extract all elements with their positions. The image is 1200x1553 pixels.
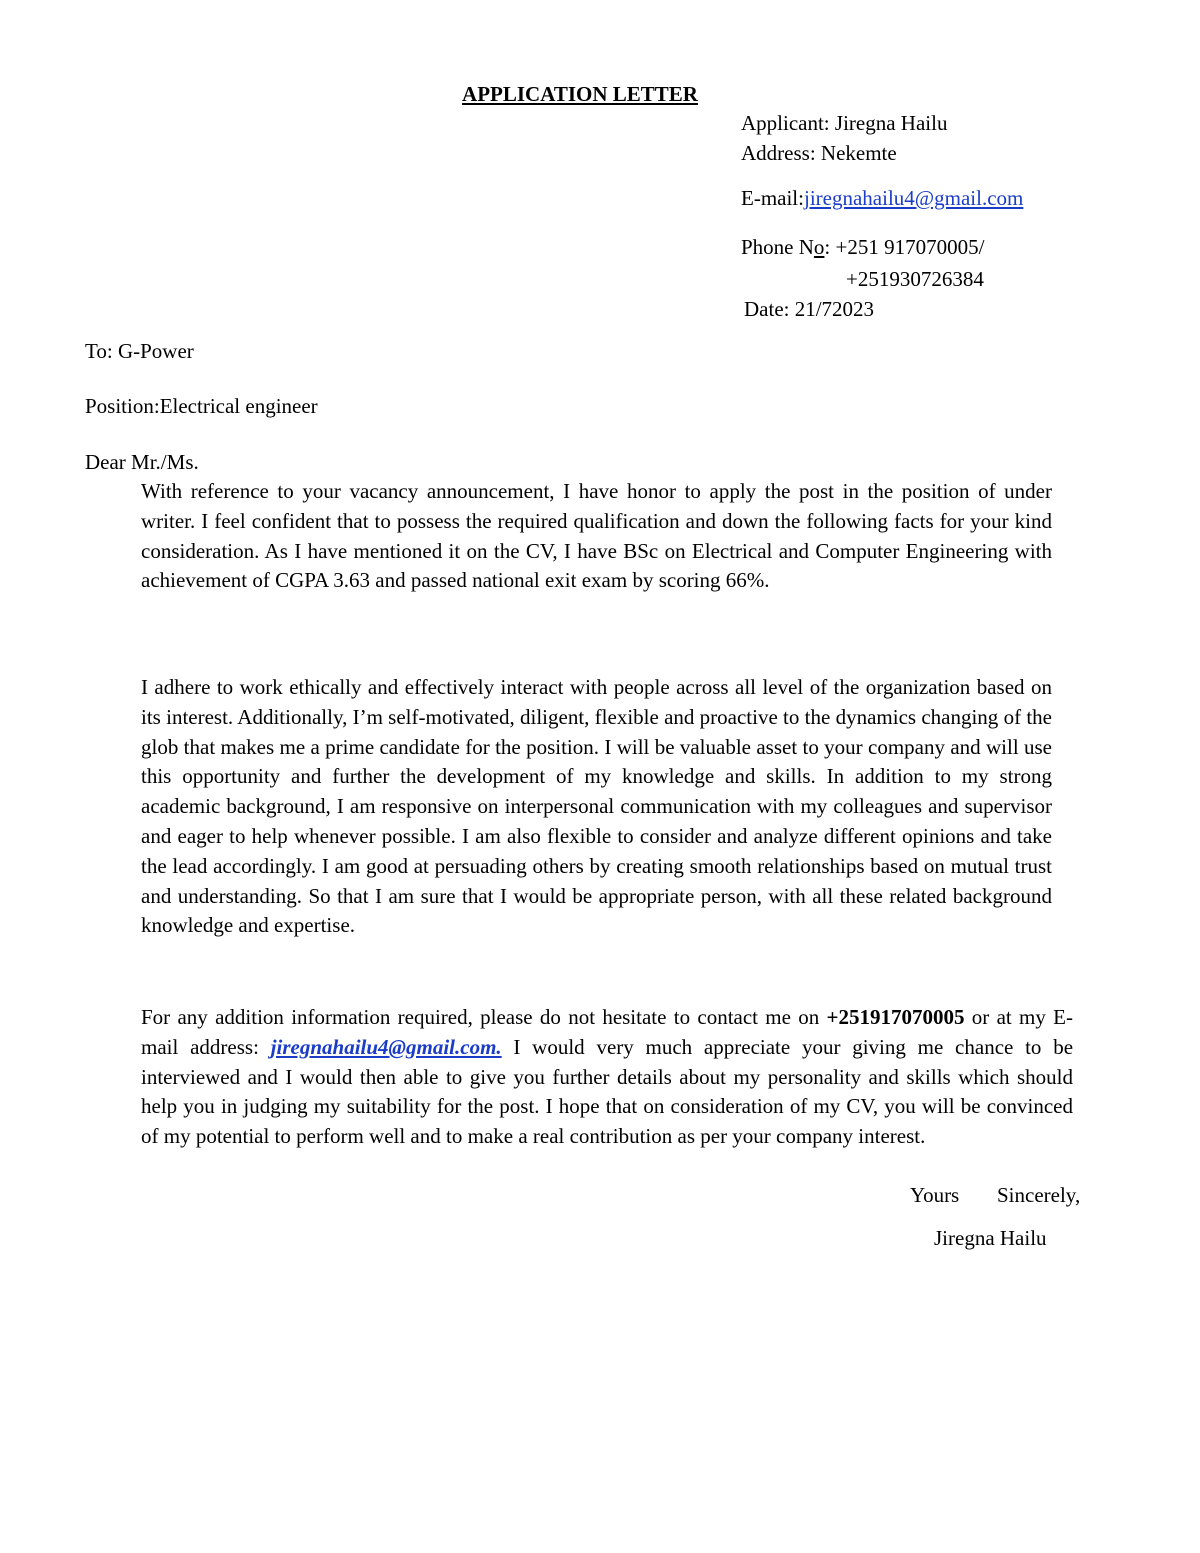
paragraph3-text-3: I would very much appreciate your giving me chance to be interviewed and I would then able to give you further details about my personality and skills which should help you in judging my suitability for the post. I hope that on consideration of my CV, you will be convinced of my potential to perform well and to make a real contribution as per your company interest. — [141, 1034, 1074, 1149]
paragraph3-email-link[interactable]: jiregnahailu4@gmail.com. — [270, 1034, 502, 1059]
applicant-phone-line — [741, 235, 984, 260]
closing-sincerely: Sincerely, — [997, 1183, 1081, 1207]
letter-date: Date: 21/72023 — [744, 297, 875, 321]
applicant-phone-second: +251930726384 — [846, 267, 984, 291]
paragraph3-text-2: or at my E-mail address: — [141, 1005, 1073, 1059]
phone-label-suffix: : +251 917070005/ — [824, 235, 985, 259]
phone-label-o: o — [813, 235, 825, 259]
paragraph3-text-1: For any addition information required, please do not hesitate to contact me on — [141, 1005, 827, 1029]
body-paragraph-2: I adhere to work ethically and effectively interact with people across all level of the organization based on its interest. Additionally, I’m self-motivated, diligent, flexible and proactive to the dynamics changing of the glob that makes me a prime candidate for the position. I will be valuable asset to your company and will use this opportunity and further the development of my knowledge and skills. In addition to my strong academic background, I am responsive on interpersonal communication with my colleagues and supervisor and eager to help whenever possible. I am also flexible to consider and analyze different opinions and take the lead accordingly. I am good at persuading others by creating smooth relationships based on mutual trust and understanding. So that I am sure that I would be appropriate person, with all these related background knowledge and expertise. — [141, 675, 1052, 938]
email-label: E-mail: — [741, 186, 804, 210]
applicant-name: Applicant: Jiregna Hailu — [741, 111, 948, 135]
salutation: Dear Mr./Ms. — [85, 450, 199, 474]
recipient-to: To: G-Power — [85, 339, 194, 363]
letter-title: APPLICATION LETTER — [462, 82, 698, 106]
applicant-email-line — [741, 186, 1023, 211]
closing-yours: Yours — [910, 1183, 960, 1207]
body-paragraph-3 — [141, 1003, 1073, 1152]
paragraph3-phone: +251917070005 — [826, 1005, 965, 1029]
applicant-address: Address: Nekemte — [741, 141, 897, 165]
recipient-position: Position:Electrical engineer — [85, 394, 318, 418]
signature-name: Jiregna Hailu — [934, 1226, 1047, 1250]
body-paragraph-1: With reference to your vacancy announcement, I have honor to apply the post in the position of under writer. I feel confident that to possess the required qualification and down the following facts for your kind consideration. As I have mentioned it on the CV, I have BSc on Electrical and Computer Engineering with achievement of CGPA 3.63 and passed national exit exam by scoring 66%. — [141, 479, 1052, 593]
applicant-email-link[interactable]: jiregnahailu4@gmail.com — [803, 186, 1024, 210]
phone-label-prefix: Phone N — [741, 235, 814, 259]
